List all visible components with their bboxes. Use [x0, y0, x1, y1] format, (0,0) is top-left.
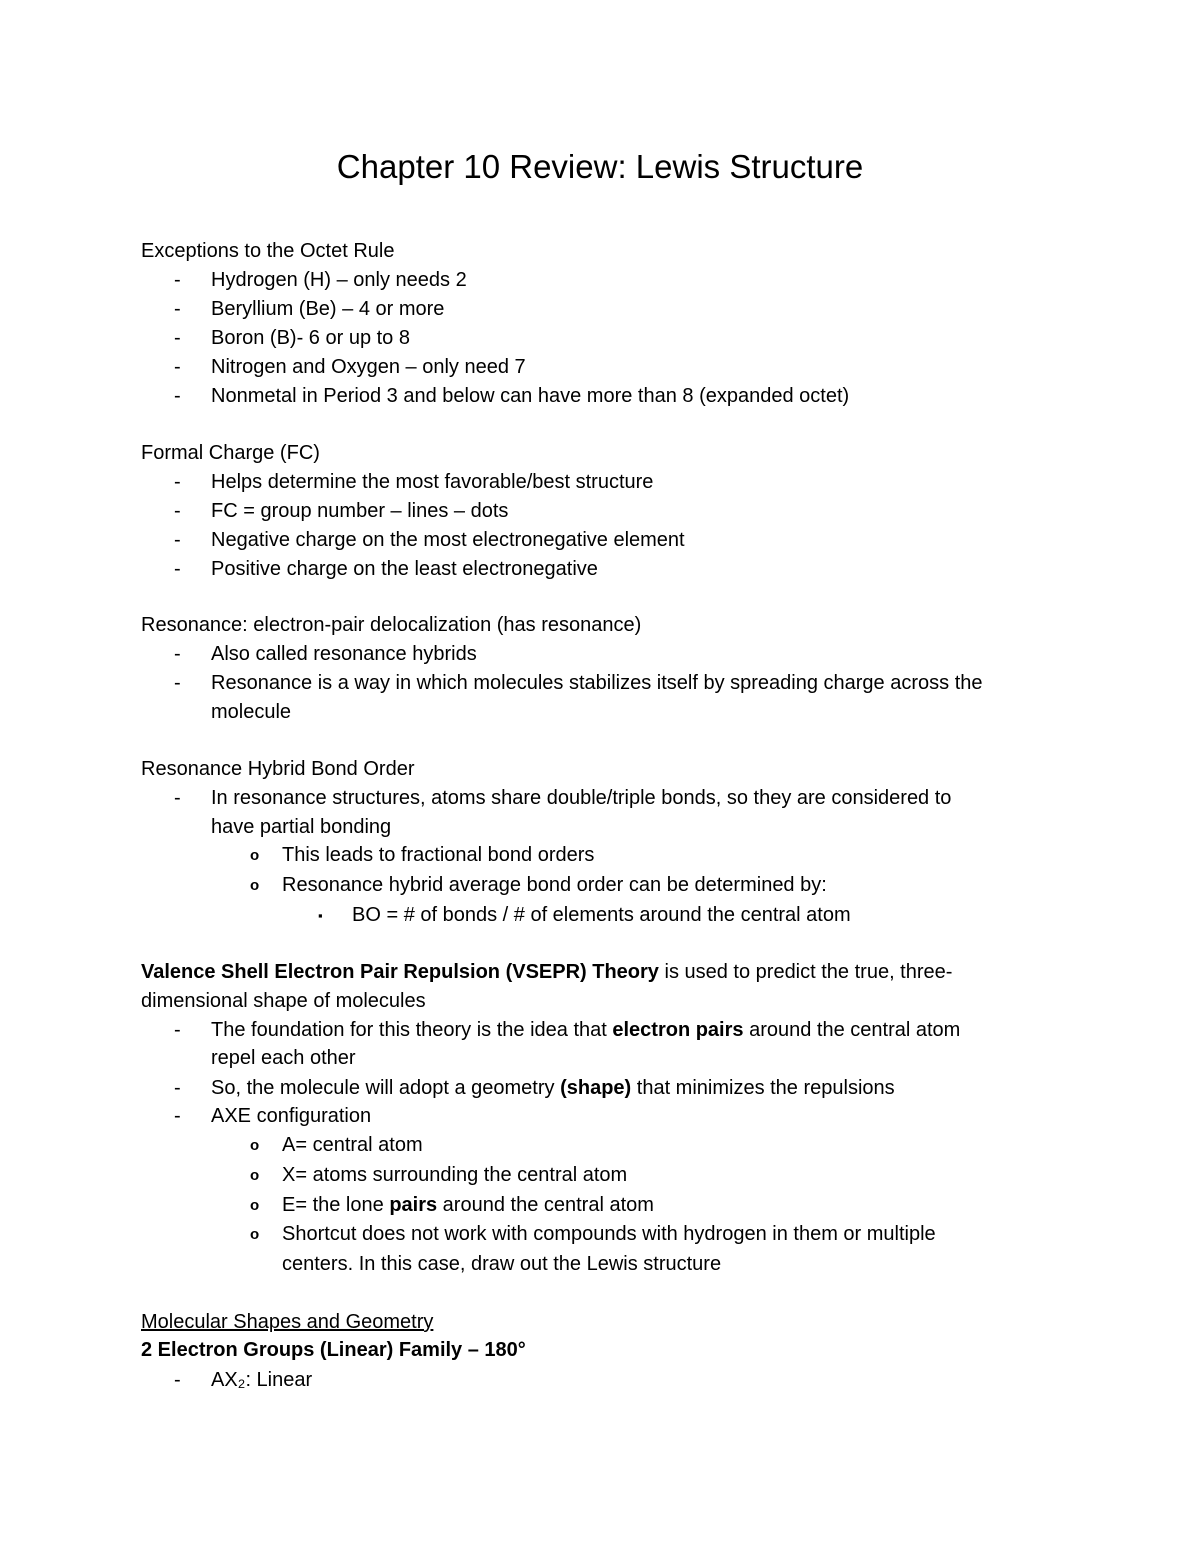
dash-bullet: -	[174, 1105, 181, 1127]
axe-emphasis: pairs	[389, 1194, 438, 1216]
vsepr-term: Valence Shell Electron Pair Repulsion (VSEPR) Theory	[141, 961, 659, 983]
circle-bullet: o	[250, 1137, 260, 1154]
axe-subitem-text: around the central atom	[437, 1194, 654, 1216]
octet-item: Nitrogen and Oxygen – only need 7	[211, 356, 526, 378]
formal-charge-heading: Formal Charge (FC)	[141, 442, 320, 464]
family-heading: 2 Electron Groups (Linear) Family – 180°	[141, 1339, 526, 1361]
dash-bullet: -	[174, 500, 181, 522]
dash-bullet: -	[174, 327, 181, 349]
resonance-heading: Resonance: electron-pair delocalization (has resonance)	[141, 614, 642, 636]
shape-item: AX₂: Linear	[211, 1369, 313, 1391]
axe-subitem-continued: centers. In this case, draw out the Lewis structure	[282, 1253, 722, 1275]
circle-bullet: o	[250, 877, 260, 894]
bond-order-formula: BO = # of bonds / # of elements around the central atom	[352, 904, 851, 926]
vsepr-intro-text: is used to predict the true, three-	[658, 961, 953, 983]
dash-bullet: -	[174, 471, 181, 493]
circle-bullet: o	[250, 1167, 260, 1184]
dash-bullet: -	[174, 1019, 181, 1041]
bond-order-item: In resonance structures, atoms share double/triple bonds, so they are considered to	[211, 787, 952, 809]
bond-order-subitem: This leads to fractional bond orders	[282, 844, 595, 866]
vsepr-intro-continued: dimensional shape of molecules	[141, 990, 426, 1012]
vsepr-emphasis: (shape)	[560, 1077, 632, 1099]
formal-charge-item: Negative charge on the most electronegative element	[211, 529, 685, 551]
square-bullet: ▪	[318, 908, 323, 923]
vsepr-item-continued: repel each other	[211, 1047, 356, 1069]
vsepr-emphasis: electron pairs	[612, 1019, 744, 1041]
formal-charge-item: Helps determine the most favorable/best structure	[211, 471, 654, 493]
vsepr-item-text: So, the molecule will adopt a geometry	[211, 1077, 561, 1099]
axe-subitem-text: E= the lone	[282, 1194, 390, 1216]
document-title: Chapter 10 Review: Lewis Structure	[336, 148, 864, 185]
dash-bullet: -	[174, 1077, 181, 1099]
bond-order-subitem: Resonance hybrid average bond order can be determined by:	[282, 874, 827, 896]
axe-subitem: Shortcut does not work with compounds with hydrogen in them or multiple	[282, 1223, 936, 1245]
formal-charge-item: FC = group number – lines – dots	[211, 500, 509, 522]
dash-bullet: -	[174, 269, 181, 291]
vsepr-item	[211, 1016, 960, 1045]
shapes-heading: Molecular Shapes and Geometry	[141, 1311, 434, 1333]
circle-bullet: o	[250, 847, 260, 864]
octet-item: Nonmetal in Period 3 and below can have more than 8 (expanded octet)	[211, 385, 850, 407]
dash-bullet: -	[174, 787, 181, 809]
dash-bullet: -	[174, 298, 181, 320]
octet-heading: Exceptions to the Octet Rule	[141, 240, 395, 262]
octet-item: Boron (B)- 6 or up to 8	[211, 327, 410, 349]
axe-subitem: A= central atom	[282, 1134, 423, 1156]
vsepr-item: AXE configuration	[211, 1105, 372, 1127]
formal-charge-item: Positive charge on the least electronegative	[211, 558, 598, 580]
vsepr-intro	[141, 958, 952, 987]
bond-order-heading: Resonance Hybrid Bond Order	[141, 758, 415, 780]
axe-subitem: X= atoms surrounding the central atom	[282, 1164, 628, 1186]
dash-bullet: -	[174, 1369, 181, 1391]
vsepr-item	[211, 1074, 895, 1103]
vsepr-item-text: around the central atom	[743, 1019, 961, 1041]
bond-order-item-continued: have partial bonding	[211, 816, 392, 838]
dash-bullet: -	[174, 643, 181, 665]
dash-bullet: -	[174, 385, 181, 407]
dash-bullet: -	[174, 672, 181, 694]
circle-bullet: o	[250, 1197, 260, 1214]
vsepr-item-text: The foundation for this theory is the idea that	[211, 1019, 613, 1041]
resonance-item: Also called resonance hybrids	[211, 643, 477, 665]
resonance-item: Resonance is a way in which molecules stabilizes itself by spreading charge across the	[211, 672, 983, 694]
dash-bullet: -	[174, 558, 181, 580]
dash-bullet: -	[174, 356, 181, 378]
resonance-item-continued: molecule	[211, 701, 292, 723]
axe-subitem	[282, 1191, 654, 1220]
dash-bullet: -	[174, 529, 181, 551]
octet-item: Beryllium (Be) – 4 or more	[211, 298, 445, 320]
circle-bullet: o	[250, 1226, 260, 1243]
octet-item: Hydrogen (H) – only needs 2	[211, 269, 467, 291]
vsepr-item-text: that minimizes the repulsions	[631, 1077, 895, 1099]
